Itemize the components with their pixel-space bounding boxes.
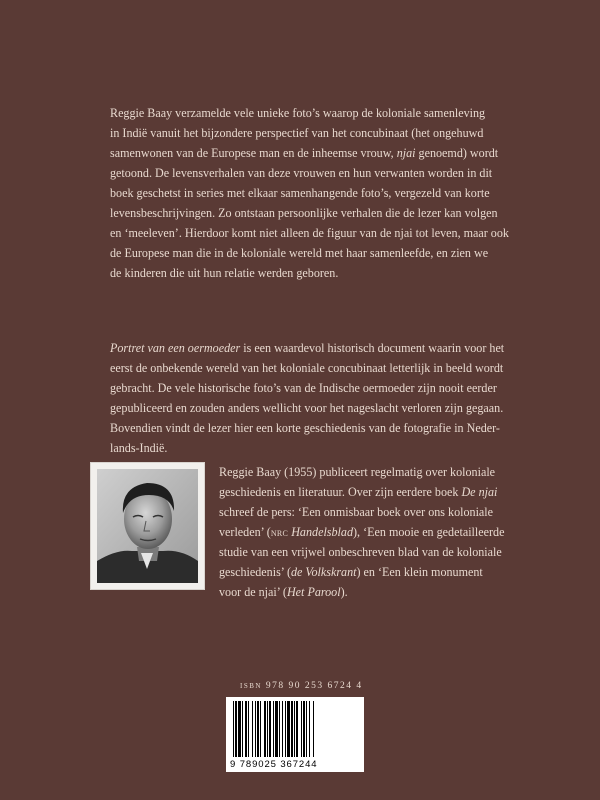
text-line: en ‘meeleven’. Hierdoor komt niet alleen de figuur van de njai tot leven, maar ook bbox=[110, 226, 509, 240]
text-line: studie van een vrijwel onbeschreven blad van de koloniale bbox=[219, 545, 502, 559]
text-line: Reggie Baay (1955) publiceert regelmatig over koloniale bbox=[219, 465, 496, 479]
barcode-bars bbox=[231, 701, 359, 757]
author-bio bbox=[219, 462, 505, 602]
text-line: eerst de onbekende wereld van het koloniale concubinaat letterlijk in beeld wordt bbox=[110, 361, 504, 375]
text-line: verleden’ (nrc Handelsblad), ‘Een mooie en gedetailleerde bbox=[219, 525, 505, 539]
book-title: Portret van een oermoeder bbox=[110, 341, 241, 355]
isbn-label: isbn 978 90 253 6724 4 bbox=[240, 681, 363, 691]
text-line: Portret van een oermoeder is een waardevol historisch document waarin voor het bbox=[110, 341, 505, 355]
text-line: gebracht. De vele historische foto’s van de Indische oermoeder zijn nooit eerder bbox=[110, 381, 497, 395]
text-line: getoond. De levensverhalen van deze vrouwen en hun verwanten worden in dit bbox=[110, 166, 493, 180]
description-paragraph bbox=[110, 338, 505, 458]
text-line: boek geschetst in series met elkaar samenhangende foto’s, vergezeld van korte bbox=[110, 186, 490, 200]
author-portrait-image bbox=[97, 469, 198, 583]
text-line: levensbeschrijvingen. Zo ontstaan persoonlijke verhalen die de lezer kan volgen bbox=[110, 206, 498, 220]
text-line: lands-Indië. bbox=[110, 441, 168, 455]
author-photo bbox=[90, 462, 205, 590]
barcode bbox=[226, 697, 364, 772]
text-line: in Indië vanuit het bijzondere perspectief van het concubinaat (het ongehuwd bbox=[110, 126, 484, 140]
text-line: geschiedenis’ (de Volkskrant) en ‘Een klein monument bbox=[219, 565, 483, 579]
text-line: voor de njai’ (Het Parool). bbox=[219, 585, 348, 599]
text-line: schreef de pers: ‘Een onmisbaar boek over ons koloniale bbox=[219, 505, 494, 519]
text-line: Reggie Baay verzamelde vele unieke foto’s waarop de koloniale samenleving bbox=[110, 106, 486, 120]
intro-paragraph bbox=[110, 103, 509, 283]
barcode-number: 9 789025 367244 bbox=[230, 759, 318, 770]
text-line: gepubliceerd en zouden anders wellicht voor het nageslacht verloren zijn gegaan. bbox=[110, 401, 504, 415]
text-line: Bovendien vindt de lezer hier een korte geschiedenis van de fotografie in Neder- bbox=[110, 421, 500, 435]
text-line: de Europese man die in de koloniale wereld met haar samenleefde, en zien we bbox=[110, 246, 489, 260]
text-line: de kinderen die uit hun relatie werden geboren. bbox=[110, 266, 339, 280]
text-line: geschiedenis en literatuur. Over zijn eerdere boek De njai bbox=[219, 485, 498, 499]
text-line: samenwonen van de Europese man en de inheemse vrouw, njai genoemd) wordt bbox=[110, 146, 499, 160]
